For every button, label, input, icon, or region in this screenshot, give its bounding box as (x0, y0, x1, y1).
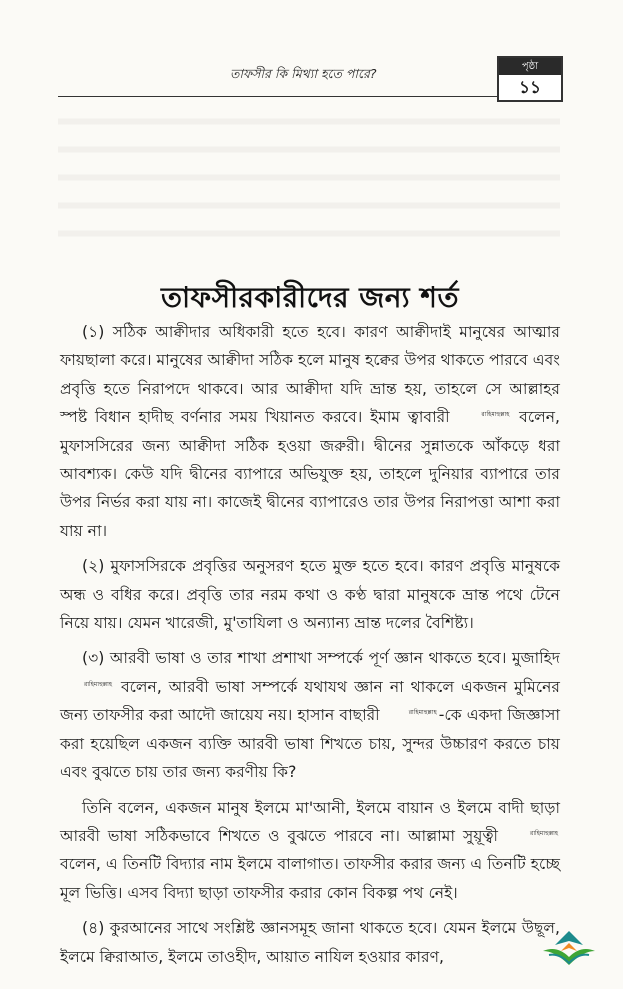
paragraph-4-part-a: তিনি বলেন, একজন মানুষ ইলমে মা'আনী, ইলমে বায়ান ও ইলমে বাদী ছাড়া আরবী ভাষা সঠিকভাবে শিখতে ও বুঝতে পারবে না। আল্লামা সুয়ূত্বী (60, 798, 560, 845)
publisher-logo-icon (539, 925, 599, 973)
running-title: তাফসীর কি মিথ্যা হতে পারে? (230, 66, 377, 81)
paragraph-5: (৪) কুরআনের সাথে সংশ্লিষ্ট জ্ঞানসমূহ জানা থাকতে হবে। যেমন ইলমে উছূল, ইলমে ক্বিরাআত, ইলমে তাওহীদ, আয়াত নাযিল হওয়ার কারণ, (60, 919, 560, 966)
paragraph-1-part-b: বলেন, মুফাসসিরের জন্য আক্বীদা সঠিক হওয়া জরুরী। দ্বীনের সুন্নাতকে আঁকড়ে ধরা আবশ্যক। কেউ যদি দ্বীনের ব্যাপারে অভিযুক্ত হয়, তাহলে দুনিয়ার ব্যাপারে তার উপর নির্ভর করা যায় না। কাজেই দ্বীনের ব্যাপারেও তার উপর নিরাপত্তা আশা করা যায় না। (60, 408, 560, 540)
paragraph-3-part-a: (৩) আরবী ভাষা ও তার শাখা প্রশাখা সম্পর্কে পূর্ণ জ্ঞান থাকতে হবে। মুজাহিদ (82, 649, 560, 668)
honorific-mark: রাহিমাহুল্লাহ (408, 709, 437, 717)
section-heading: তাফসীরকারীদের জন্য শর্ত (161, 281, 459, 314)
honorific-mark: রাহিমাহুল্লাহ (530, 829, 558, 837)
show-through-area (58, 104, 560, 254)
page-number-box (497, 56, 563, 102)
paragraph-4 (60, 794, 560, 908)
paragraph-2: (২) মুফাসসিরকে প্রবৃত্তির অনুসরণ হতে মুক্ত হতে হবে। কারণ প্রবৃত্তি মানুষকে অন্ধ ও বধির করে। প্রবৃত্তি তার নরম কথা ও কণ্ঠ দ্বারা মানুষকে ভ্রান্ত পথে টেনে নিয়ে যায়। যেমন খারেজী, মু'তাযিলা ও অন্যান্য ভ্রান্ত দলের বৈশিষ্ট্য। (60, 557, 560, 633)
paragraph-1-part-a: (১) সঠিক আক্বীদার অধিকারী হতে হবে। কারণ আক্বীদাই মানুষের আত্মার ফায়ছালা করে। মানুষের আক্বীদা সঠিক হলে মানুষ হক্বের উপর থাকতে পারবে এবং প্রবৃত্তি হতে নিরাপদে থাকবে। আর আক্বীদা যদি ভ্রান্ত হয়, তাহলে সে আল্লাহর স্পষ্ট বিধান হাদীছ বর্ণনার সময় খিয়ানত করবে। ইমাম ত্বাবারী (60, 323, 560, 427)
paragraph-3-part-c: -কে একদা জিজ্ঞাসা করা হয়েছিল একজন ব্যক্তি আরবী ভাষা শিখতে চায়, সুন্দর উচ্চারণ করতে চায় এবং বুঝতে চায় তার জন্য করণীয় কি? (60, 706, 560, 782)
honorific-mark: রাহিমাহুল্লাহ (84, 680, 112, 688)
header-rule (58, 96, 498, 97)
paragraph-3 (60, 644, 560, 786)
logo-center-shape (561, 943, 577, 951)
paragraph-4-part-b: বলেন, এ তিনটি বিদ্যার নাম ইলমে বালাগাত। তাফসীর করার জন্য এ তিনটি হচ্ছে মূল ভিত্তি। এসব বিদ্যা ছাড়া তাফসীর করার কোন বিকল্প পথ নেই। (60, 855, 560, 902)
body-text (60, 318, 560, 978)
paragraph-3-part-b: বলেন, আরবী ভাষা সম্পর্কে যথাযথ জ্ঞান না থাকলে একজন মুমিনের জন্য তাফসীর করা আদৌ জায়েয নয়। হাসান বাছারী (60, 677, 560, 725)
page-number: ১১ (518, 78, 542, 98)
paragraph-1 (60, 318, 560, 545)
honorific-mark: রাহিমাহুল্লাহ (481, 411, 510, 419)
page-label: পৃষ্ঠা (499, 58, 561, 75)
logo-roof-shape (555, 931, 583, 945)
